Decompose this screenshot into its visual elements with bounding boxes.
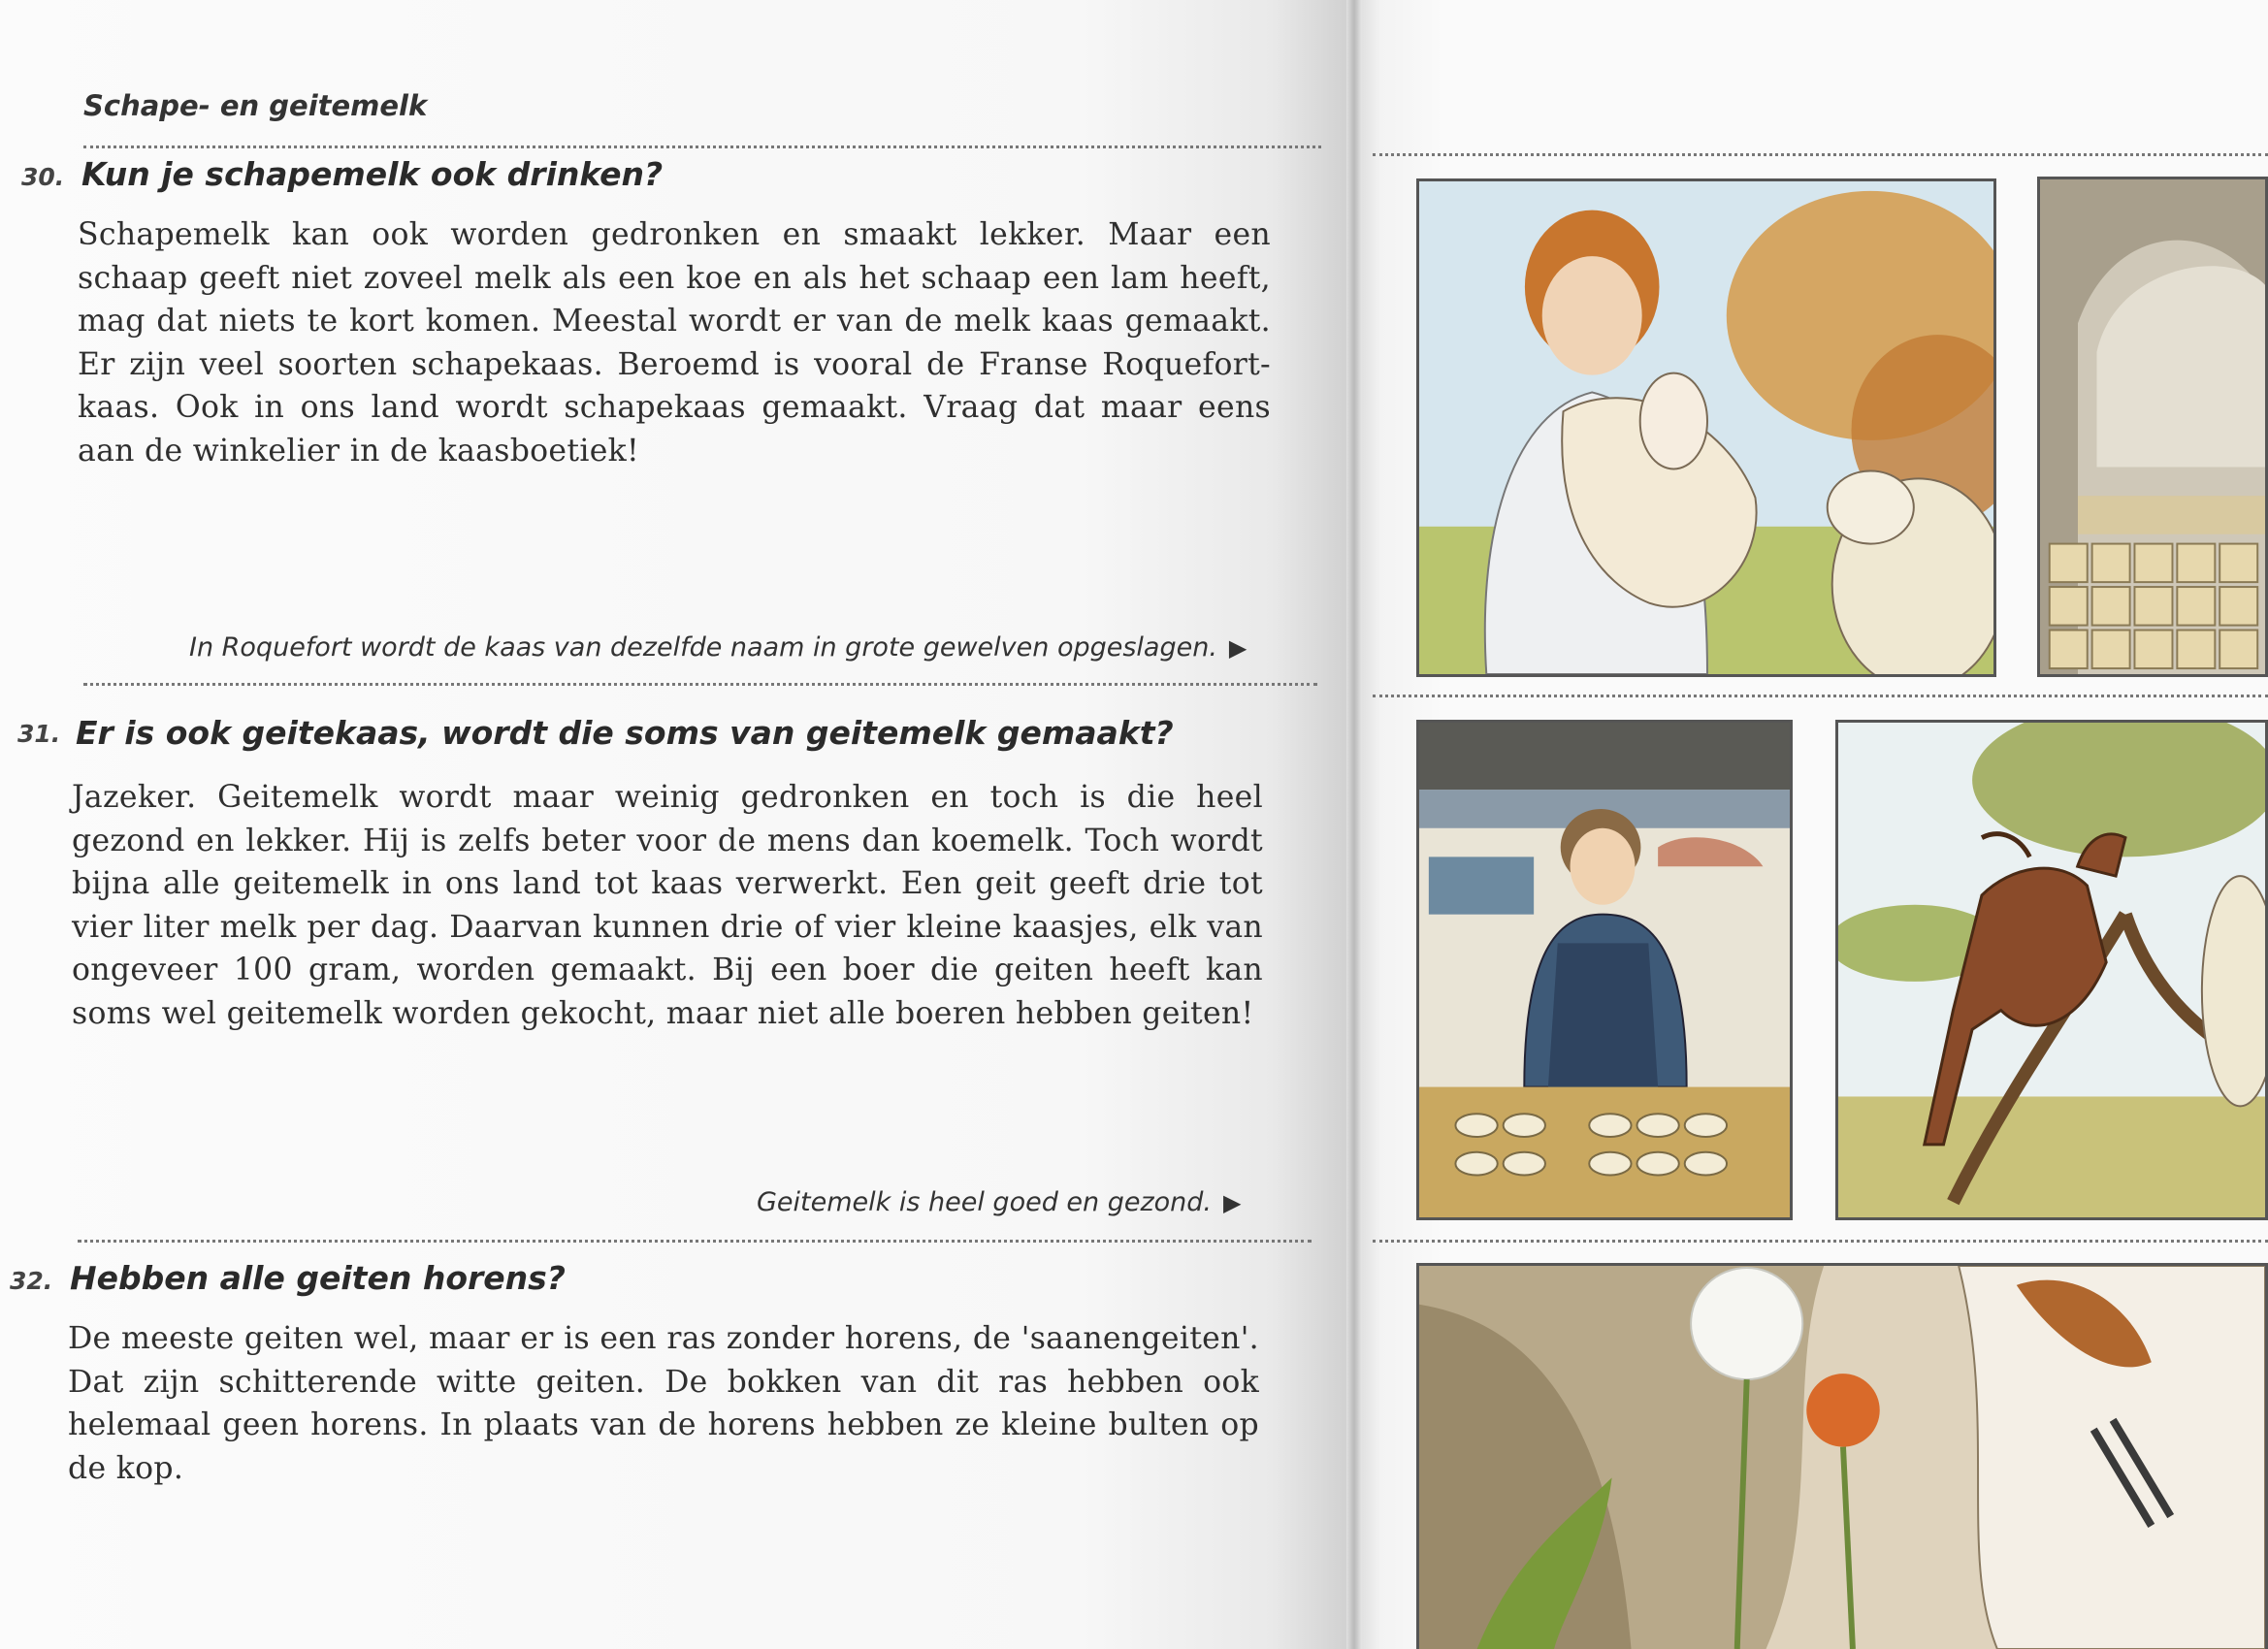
question-body: Schapemelk kan ook worden gedronken en smaakt lekker. Maar een schaap geeft niet zoveel melk als een koe en als het schaap een lam heeft, mag dat niets te kort komen. Meestal wordt er van de melk kaas gemaakt. Er zijn veel soorten schapekaas. Beroemd is vooral de Franse Roquefort-kaas. Ook in ons land wordt schapekaas gemaakt. Vraag dat maar eens aan de winkelier in de kaasboetiek!	[78, 217, 1271, 469]
question-title: Hebben alle geiten horens?	[70, 1259, 566, 1297]
question-number: 30.	[21, 163, 65, 191]
question-number: 31.	[17, 720, 61, 748]
caption-arrow-icon: ▶	[1223, 1189, 1242, 1216]
question-body: Jazeker. Geitemelk wordt maar weinig gedronken en toch is die heel gezond en lekker. Hij is zelfs beter voor de mens dan koemelk. Toch wordt bijna alle geitemelk in ons land tot kaas verwerkt. Een geit geeft drie tot vier liter melk per dag. Daarvan kunnen drie of vier kleine kaasjes, elk van ongeveer 100 gram, worden gemaakt. Bij een boer die geiten heeft kan soms wel geitemelk worden gekocht, maar niet alle boeren hebben geiten!	[72, 780, 1263, 1031]
illustration-caption	[757, 1187, 1241, 1217]
caption-text: Geitemelk is heel goed en gezond.	[757, 1187, 1213, 1217]
question-title: Kun je schapemelk ook drinken?	[81, 155, 664, 193]
illustration-dandelion-and-goat	[1416, 1263, 2268, 1649]
section-title: Schape- en geitemelk	[83, 89, 428, 122]
illustration-divider	[1373, 695, 2268, 697]
illustration-market-cheese-seller	[1416, 720, 1793, 1220]
illustration-caption	[189, 632, 1247, 663]
illustration-divider	[1373, 153, 2268, 156]
illustration-goat-in-tree	[1835, 720, 2268, 1220]
caption-arrow-icon: ▶	[1228, 634, 1247, 662]
header-divider	[83, 146, 1321, 148]
illustration-divider	[1373, 1240, 2268, 1243]
book-spine	[1346, 0, 1362, 1649]
illustration-cheese-cellar	[2037, 177, 2268, 677]
question-number: 32.	[10, 1267, 53, 1295]
section-divider	[78, 1240, 1312, 1243]
section-divider	[83, 683, 1317, 686]
caption-text: In Roquefort wordt de kaas van dezelfde naam in grote gewelven opgeslagen.	[189, 632, 1217, 663]
illustration-boy-with-lamb	[1416, 178, 1996, 677]
question-title: Er is ook geitekaas, wordt die soms van geitemelk gemaakt?	[76, 714, 1174, 752]
question-body: De meeste geiten wel, maar er is een ras zonder horens, de 'saanengeiten'. Dat zijn schitterende witte geiten. De bokken van dit ras hebben ook helemaal geen horens. In plaats van de horens hebben ze kleine bulten op de kop.	[68, 1321, 1259, 1486]
